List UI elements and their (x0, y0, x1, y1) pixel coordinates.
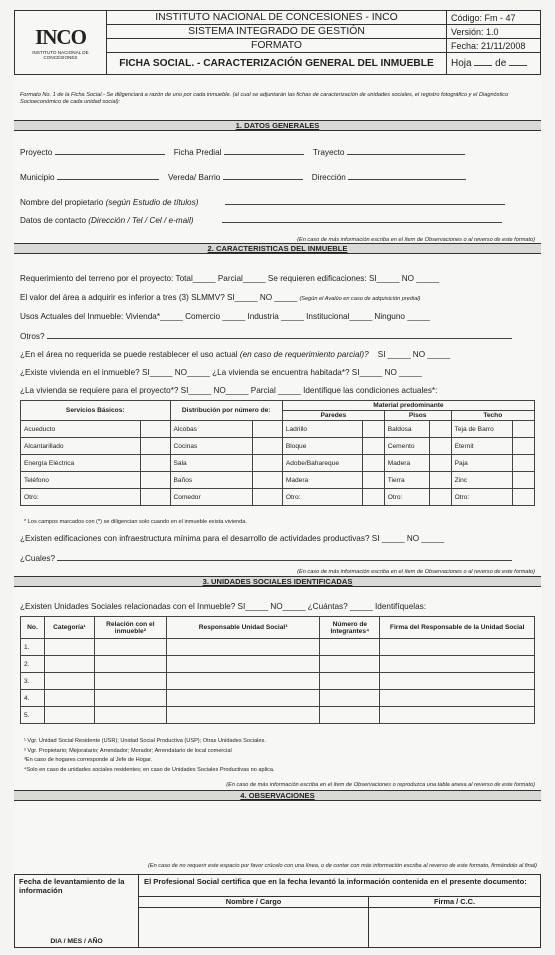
row-valor (20, 293, 420, 303)
distribucion-field[interactable] (252, 489, 282, 506)
techo-field[interactable] (513, 455, 535, 472)
label-valor: El valor del área a adquirir es inferior a tres (3) SLMMV? SI_____ NO _____ (20, 293, 298, 302)
s3-footnote: (En caso de más información escriba en el ítem de Observaciones o reproduzca una tabla anexa al reverso de este formato) (226, 782, 535, 788)
units-cell[interactable] (320, 673, 380, 690)
servicio-field[interactable] (140, 455, 170, 472)
units-col-header: Categoría¹ (44, 617, 94, 639)
pared-field[interactable] (362, 489, 384, 506)
units-cell[interactable] (166, 656, 320, 673)
pared-label: Adobe/Bahareque (282, 455, 362, 472)
fecha-label: Fecha de levantamiento de la información (19, 877, 125, 895)
techo-label: Zinc (451, 472, 512, 489)
logo (15, 11, 107, 75)
piso-label: Otro: (384, 489, 429, 506)
units-cell[interactable] (380, 656, 535, 673)
units-cell[interactable] (94, 707, 166, 724)
units-row (21, 690, 535, 707)
label-municipio: Municipio (20, 173, 55, 182)
distribucion-label: Comedor (170, 489, 252, 506)
servicio-field[interactable] (140, 472, 170, 489)
s1-footnote: (En caso de más información escriba en el ítem de Observaciones o al reverso de este formato) (297, 237, 535, 243)
units-cell[interactable] (380, 673, 535, 690)
units-row (21, 656, 535, 673)
field-proyecto[interactable] (55, 147, 165, 155)
field-trayecto[interactable] (347, 147, 465, 155)
distribucion-field[interactable] (252, 472, 282, 489)
distribucion-field[interactable] (252, 438, 282, 455)
distribucion-label: Alcobas (170, 421, 252, 438)
field-cuales[interactable] (57, 553, 512, 561)
techo-label: Eternit (451, 438, 512, 455)
techo-field[interactable] (513, 489, 535, 506)
label-vereda: Vereda/ Barrio (167, 173, 221, 182)
section-1-header: 1. DATOS GENERALES (14, 120, 541, 131)
section-4-header: 4. OBSERVACIONES (14, 790, 541, 801)
servicio-field[interactable] (140, 421, 170, 438)
units-cell[interactable] (380, 707, 535, 724)
piso-label: Baldosa (384, 421, 429, 438)
techo-label: Paja (451, 455, 512, 472)
pared-field[interactable] (362, 472, 384, 489)
field-direccion[interactable] (348, 172, 466, 180)
label-contacto: Datos de contacto (20, 216, 86, 225)
units-cell[interactable] (44, 656, 94, 673)
piso-field[interactable] (429, 438, 451, 455)
cert-text: El Profesional Social certifica que en la fecha levantó la información contenida en el presente documento: (139, 875, 540, 897)
row-cuales (20, 553, 512, 563)
s4-footnote: (En caso de no requerir este espacio por favor crúcelo con una línea, o de contar con más información escriba al reverso de este formato, firmándolo al final) (148, 863, 537, 869)
logo-text: INCO (35, 25, 86, 49)
row-restablecer (20, 350, 450, 359)
label-proyecto: Proyecto (20, 148, 53, 157)
condition-row (21, 421, 535, 438)
nombre-cell[interactable] (139, 897, 369, 947)
servicio-label: Otro: (21, 489, 141, 506)
units-col-header: Responsable Unidad Social³ (166, 617, 320, 639)
note-propietario: (según Estudio de títulos) (105, 198, 199, 207)
units-row-number: 3. (21, 673, 45, 690)
row-requiere: ¿La vivienda se requiere para el proyecto*? SI_____ NO_____ Parcial _____ Identifique las condiciones actuales*: (20, 386, 438, 395)
condition-row (21, 489, 535, 506)
units-row-number: 5. (21, 707, 45, 724)
units-cell[interactable] (166, 690, 320, 707)
th-pisos: Pisos (384, 411, 451, 421)
form-date: Fecha: 21/11/2008 (447, 39, 541, 53)
units-notes (24, 738, 534, 773)
note-1: ¹ Vgr. Unidad Social Residente (USR); Unidad Social Productiva (USP); Otras Unidades Sociales. (24, 738, 266, 744)
units-cell[interactable] (44, 639, 94, 656)
condition-row (21, 438, 535, 455)
units-row (21, 707, 535, 724)
row-contacto (20, 215, 502, 225)
units-cell[interactable] (166, 673, 320, 690)
units-cell[interactable] (44, 690, 94, 707)
dia-mes-ano: DIA / MES / AÑO (50, 938, 103, 945)
piso-label: Cemento (384, 438, 429, 455)
note-3: ³En caso de hogares corresponde al Jefe de Hogar. (24, 757, 153, 764)
label-cuales: ¿Cuales? (20, 554, 56, 563)
label-restablecer: ¿En el área no requerida se puede restablecer el uso actual (20, 350, 238, 359)
piso-label: Madera (384, 455, 429, 472)
row-proyecto (20, 147, 465, 157)
units-cell[interactable] (94, 639, 166, 656)
date-cell (15, 875, 139, 947)
pared-field[interactable] (362, 438, 384, 455)
distribucion-field[interactable] (252, 455, 282, 472)
firma-label: Firma / C.C. (369, 897, 540, 908)
page-total-field[interactable] (509, 58, 527, 66)
units-row-number: 1. (21, 639, 45, 656)
units-cell[interactable] (94, 690, 166, 707)
techo-field[interactable] (513, 472, 535, 489)
pared-label: Otro: (282, 489, 362, 506)
form-code: Código: Fm - 47 (447, 11, 541, 25)
form-title: FICHA SOCIAL. - CARACTERIZACIÓN GENERAL DEL INMUEBLE (107, 53, 447, 75)
techo-label: Otro: (451, 489, 512, 506)
note-restablecer: (en caso de requerimiento parcial)? (239, 350, 369, 359)
units-cell[interactable] (44, 673, 94, 690)
row-propietario (20, 197, 505, 207)
condition-row (21, 455, 535, 472)
firma-cell[interactable] (369, 897, 540, 947)
org-name: INSTITUTO NACIONAL DE CONCESIONES - INCO (107, 11, 447, 25)
row-otros (20, 331, 512, 341)
units-cell[interactable] (94, 673, 166, 690)
system-name: SISTEMA INTEGRADO DE GESTIÓN (107, 25, 447, 39)
units-cell[interactable] (320, 639, 380, 656)
note-contacto: (Dirección / Tel / Cel / e-mail) (88, 216, 194, 225)
servicio-label: Energía Eléctrica (21, 455, 141, 472)
label-trayecto: Trayecto (312, 148, 345, 157)
techo-label: Teja de Barro (451, 421, 512, 438)
pared-label: Madera (282, 472, 362, 489)
units-cell[interactable] (94, 656, 166, 673)
row-requerimiento: Requerimiento del terreno por el proyecto: Total_____ Parcial_____ Se requieren edificaciones: SI_____ NO _____ (20, 274, 440, 283)
distribucion-field[interactable] (252, 421, 282, 438)
th-material: Material predominante (282, 401, 534, 411)
label-direccion: Dirección (311, 173, 346, 182)
techo-field[interactable] (513, 438, 535, 455)
pared-label: Bloque (282, 438, 362, 455)
row-municipio (20, 172, 466, 182)
observations-area[interactable] (14, 802, 541, 872)
units-col-header: Relación con el inmueble² (94, 617, 166, 639)
note-4: ⁴Solo en caso de unidades sociales residentes; en caso de Unidades Sociales Productivas no aplica. (24, 766, 275, 773)
page-of-label: de (495, 58, 507, 69)
distribucion-label: Cocinas (170, 438, 252, 455)
s2-footnote: (En caso de más información escriba en el ítem de Observaciones o al reverso de este formato) (297, 569, 535, 575)
condition-row (21, 472, 535, 489)
units-cell[interactable] (380, 639, 535, 656)
servicio-field[interactable] (140, 438, 170, 455)
servicio-label: Acueducto (21, 421, 141, 438)
units-col-header: No. (21, 617, 45, 639)
units-row-number: 4. (21, 690, 45, 707)
units-col-header: Número de Integrantes⁴ (320, 617, 380, 639)
th-paredes: Paredes (282, 411, 384, 421)
piso-field[interactable] (429, 489, 451, 506)
pared-field[interactable] (362, 455, 384, 472)
section-3-header: 3. UNIDADES SOCIALES IDENTIFICADAS (14, 576, 541, 587)
row-unidades: ¿Existen Unidades Sociales relacionadas con el Inmueble? SI_____ NO_____ ¿Cuántas? _____ Identifíquelas: (20, 602, 426, 611)
units-row (21, 673, 535, 690)
pared-label: Ladrillo (282, 421, 362, 438)
row-usos: Usos Actuales del Inmueble: Vivienda*_____ Comercio _____ Industria _____ Institucional_____ Ninguno _____ (20, 312, 430, 321)
field-propietario[interactable] (225, 197, 505, 205)
piso-field[interactable] (429, 455, 451, 472)
field-otros[interactable] (47, 331, 512, 339)
units-cell[interactable] (320, 707, 380, 724)
units-table (20, 616, 535, 724)
conditions-table (20, 400, 535, 506)
distribucion-label: Sala (170, 455, 252, 472)
th-techo: Techo (451, 411, 534, 421)
techo-field[interactable] (513, 421, 535, 438)
th-servicios: Servicios Básicos: (21, 401, 171, 421)
label-otros: Otros? (20, 332, 45, 341)
distribucion-label: Baños (170, 472, 252, 489)
form-sheet (14, 10, 541, 948)
nombre-label: Nombre / Cargo (139, 897, 368, 908)
logo-subtitle: INSTITUTO NACIONAL DE CONCESIONES (32, 50, 89, 60)
units-cell[interactable] (44, 707, 94, 724)
label-propietario: Nombre del propietario (20, 198, 104, 207)
servicio-field[interactable] (140, 489, 170, 506)
servicio-label: Alcantarillado (21, 438, 141, 455)
row-edificaciones: ¿Existen edificaciones con infraestructura mínima para el desarrollo de actividades productivas? SI _____ NO _____ (20, 534, 445, 543)
label-ficha-predial: Ficha Predial (173, 148, 222, 157)
form-header (14, 10, 541, 75)
units-cell[interactable] (380, 690, 535, 707)
note-valor: (Según el Avalúo en caso de adquisición predial) (299, 296, 421, 302)
units-cell[interactable] (320, 690, 380, 707)
piso-label: Tierra (384, 472, 429, 489)
section-2-header: 2. CARACTERISTICAS DEL INMUEBLE (14, 243, 541, 254)
field-contacto[interactable] (222, 215, 502, 223)
field-vereda[interactable] (223, 172, 303, 180)
format-label: FORMATO (107, 39, 447, 53)
table-note: * Los campos marcados con (*) se diligencian solo cuando en el inmueble exista vivienda. (24, 519, 247, 525)
field-municipio[interactable] (57, 172, 159, 180)
signature-block (14, 874, 541, 948)
row-vivienda: ¿Existe vivienda en el inmueble? SI_____ NO_____ ¿La vivienda se encuentra habitada*? SI_____ NO _____ (20, 368, 422, 377)
servicio-label: Teléfono (21, 472, 141, 489)
pared-field[interactable] (362, 421, 384, 438)
units-cell[interactable] (166, 639, 320, 656)
page-label: Hoja (451, 58, 472, 69)
piso-field[interactable] (429, 472, 451, 489)
intro-note: Formato No. 1 de la Ficha Social.- Se diligenciará a razón de uno por cada inmueble. (al cual se adjuntarán las fichas de caracterización de unidades sociales, el registro fotográfico y el Diagnóstico Socioeconómico de cada unidad social): (20, 92, 509, 105)
units-col-header: Firma del Responsable de la Unidad Social (380, 617, 535, 639)
note-2: ² Vgr. Propietario; Mejoratario; Arrendador; Morador; Arrendatario de local comercial (24, 747, 232, 754)
restablecer-si-no: SI _____ NO _____ (377, 350, 451, 359)
units-row-number: 2. (21, 656, 45, 673)
units-cell[interactable] (320, 656, 380, 673)
th-distribucion: Distribución por número de: (170, 401, 282, 421)
page-number-field[interactable] (474, 58, 492, 66)
units-cell[interactable] (166, 707, 320, 724)
units-row (21, 639, 535, 656)
page-counter (447, 53, 541, 75)
field-ficha-predial[interactable] (224, 147, 304, 155)
piso-field[interactable] (429, 421, 451, 438)
form-version: Versión: 1.0 (447, 25, 541, 39)
